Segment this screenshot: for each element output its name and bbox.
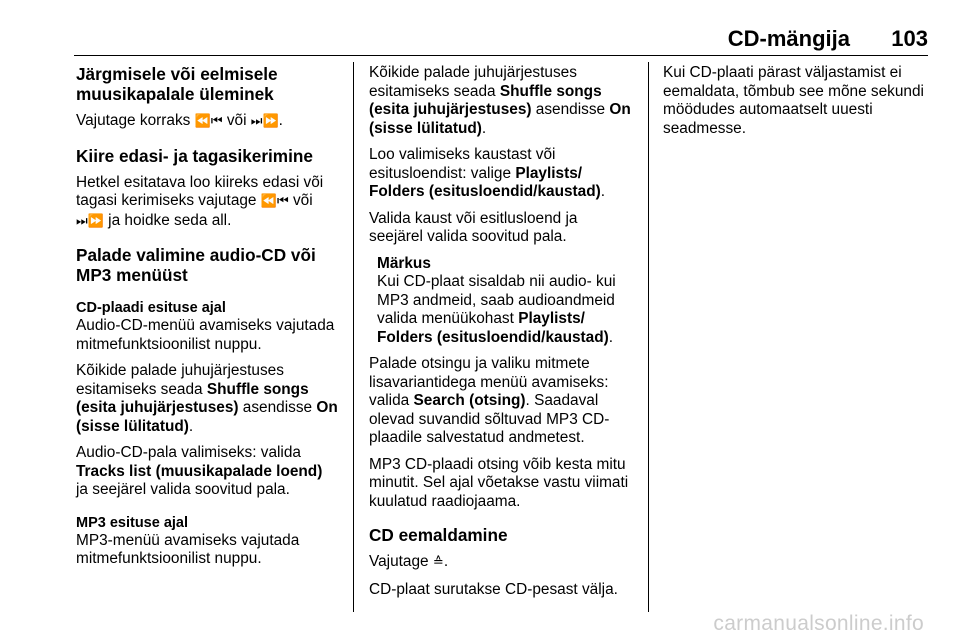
para-mp3-search-time: MP3 CD-plaadi otsing võib kesta mitu minutit. Sel ajal võetakse vastu viimati kuulatud raadiojaama. <box>369 455 629 510</box>
column-divider-2 <box>648 62 649 612</box>
para-folder-select: Loo valimiseks kaustast või esitusloendist: valige Playlists/ Folders (esitusloendid/kaustad). <box>369 146 606 200</box>
page-title: CD-mängija <box>727 26 850 51</box>
para-auto-reload: Kui CD-plaati pärast väljastamist ei eemaldata, tõmbub see mõne sekundi möödudes automaatselt uuesti seadmesse. <box>663 64 924 137</box>
heading-fast-forward: Kiire edasi- ja tagasikerimine <box>76 145 313 166</box>
para-shuffle-mp3: Kõikide palade juhujärjestuses esitamiseks seada Shuffle songs (esita juhujärjestuses) asendisse On (sisse lülitatud). <box>369 64 631 137</box>
para-shuffle: Kõikide palade juhujärjestuses esitamiseks seada Shuffle songs (esita juhujärjestuses) asendisse On (sisse lülitatud). <box>76 362 338 435</box>
next-track-icon: ⏭⏩ <box>250 114 279 129</box>
para-tracks-list: Audio-CD-pala valimiseks: valida Tracks list (muusikapalade loend) ja seejärel valida soovitud pala. <box>76 444 323 498</box>
column-divider-1 <box>353 62 354 612</box>
heading-select-tracks: Palade valimine audio-CD või MP3 menüüst <box>76 245 316 285</box>
para-search: Palade otsingu ja valiku mitmete lisavariantidega menüü avamiseks: valida Search (otsing). Saadaval olevad suvandid sõltuvad MP3 CD-plaadile salvestatud andmetest. <box>369 355 610 446</box>
subheading-mp3-playback: MP3 esituse ajal <box>76 514 189 531</box>
prev-track-icon: ⏪⏮ <box>194 114 223 129</box>
para-press-eject: Vajutage ≙. <box>369 553 449 570</box>
subheading-cd-playback: CD-plaadi esituse ajal <box>76 300 226 316</box>
note-text: Kui CD-plaat sisaldab nii audio- kui MP3 andmeid, saab audioandmeid valida menüükohast Playlists/ Folders (esitusloendid/kaustad). <box>377 273 616 346</box>
para-eject-result: CD-plaat surutakse CD-pesast välja. <box>369 580 618 598</box>
para-mp3-menu: MP3-menüü avamiseks vajutada mitmefunktsioonilist nuppu. <box>76 531 300 567</box>
rewind-icon: ⏪⏮ <box>260 194 289 209</box>
forward-icon: ⏭⏩ <box>76 213 104 229</box>
page-header <box>74 26 928 52</box>
eject-icon: ≙ <box>432 555 444 570</box>
para-fast-forward: Hetkel esitatava loo kiireks edasi või tagasi kerimiseks vajutage ⏪⏮ või ⏭⏩ ja hoidke seda all. <box>76 173 324 229</box>
column-2 <box>369 64 635 607</box>
note-label: Märkus <box>377 254 431 272</box>
para-folder-choose: Valida kaust või esitlusloend ja seejärel valida soovitud pala. <box>369 209 578 245</box>
watermark: carmanualsonline.info <box>713 612 924 635</box>
heading-next-prev: Järgmisele või eelmisele muusikapalale üleminek <box>76 64 278 104</box>
page-number: 103 <box>891 26 928 51</box>
header-rule <box>74 55 928 56</box>
para-cd-menu: Audio-CD-menüü avamiseks vajutada mitmefunktsioonilist nuppu. <box>76 317 335 353</box>
para-press-briefly: Vajutage korraks ⏪⏮ või ⏭⏩. <box>76 112 283 129</box>
heading-cd-remove: CD eemaldamine <box>369 525 508 545</box>
column-1 <box>76 64 338 577</box>
column-3 <box>663 64 929 146</box>
note-box <box>369 255 635 348</box>
